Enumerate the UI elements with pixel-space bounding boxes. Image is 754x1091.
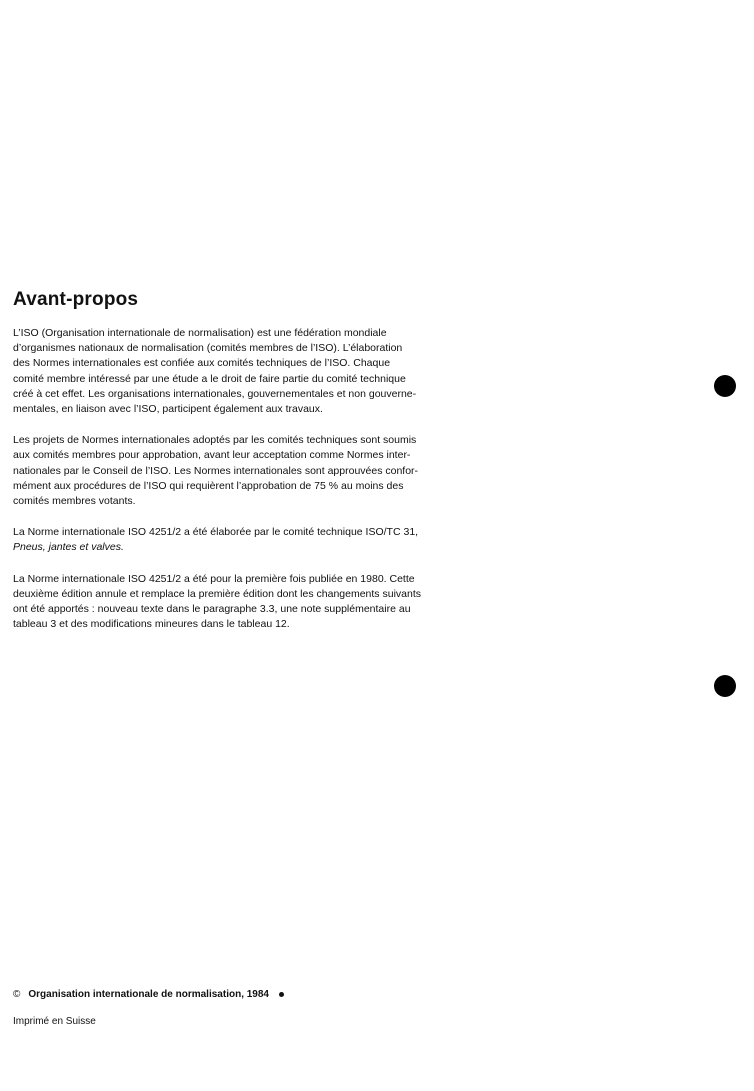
- page-title: Avant-propos: [13, 289, 139, 310]
- text-line: ont été apportés : nouveau texte dans le paragraphe 3.3, une note supplémentaire au: [13, 603, 411, 616]
- paragraph-committee: [13, 525, 456, 555]
- paragraph-edition: [13, 572, 456, 633]
- copyright-text: Organisation internationale de normalisation, 1984: [28, 989, 269, 1000]
- text-line: La Norme internationale ISO 4251/2 a été pour la première fois publiée en 1980. Cette: [13, 572, 415, 585]
- paragraph-approval: [13, 433, 456, 509]
- text-line: deuxième édition annule et remplace la première édition dont les changements suivants: [13, 587, 421, 600]
- text-line: L’ISO (Organisation internationale de normalisation) est une fédération mondiale: [13, 327, 387, 339]
- paragraph-iso-intro: [13, 326, 456, 417]
- text-line: comités membres votants.: [13, 495, 136, 508]
- text-line: d’organismes nationaux de normalisation (comités membres de l’ISO). L’élaboration: [13, 342, 403, 355]
- text-line: comité membre intéressé par une étude a le droit de faire partie du comité technique: [13, 372, 406, 385]
- text-line: nationales par le Conseil de l’ISO. Les Normes internationales sont approuvées confor-: [13, 464, 419, 477]
- copyright-line: [13, 989, 284, 1000]
- printed-in: Imprimé en Suisse: [13, 1016, 96, 1027]
- punch-hole-mark: [714, 375, 736, 397]
- foreword-body: [13, 326, 456, 648]
- committee-title: Pneus, jantes et valves.: [13, 541, 124, 554]
- text-line: La Norme internationale ISO 4251/2 a été élaborée par le comité technique ISO/TC 31,: [13, 526, 419, 539]
- punch-hole-mark: [714, 675, 736, 697]
- text-line: aux comités membres pour approbation, avant leur acceptation comme Normes inter-: [13, 449, 411, 462]
- text-line: Les projets de Normes internationales adoptés par les comités techniques sont soumis: [13, 434, 417, 447]
- text-line: mément aux procédures de l’ISO qui requièrent l’approbation de 75 % au moins des: [13, 479, 404, 492]
- text-line: des Normes internationales est confiée aux comités techniques de l’ISO. Chaque: [13, 357, 391, 370]
- text-line: tableau 3 et des modifications mineures dans le tableau 12.: [13, 618, 290, 631]
- bullet-dot-icon: [279, 992, 284, 997]
- copyright-symbol: ©: [13, 989, 21, 1000]
- text-line: mentales, en liaison avec l’ISO, participent également aux travaux.: [13, 403, 323, 416]
- text-line: créé à cet effet. Les organisations internationales, gouvernementales et non gouverne-: [13, 387, 417, 400]
